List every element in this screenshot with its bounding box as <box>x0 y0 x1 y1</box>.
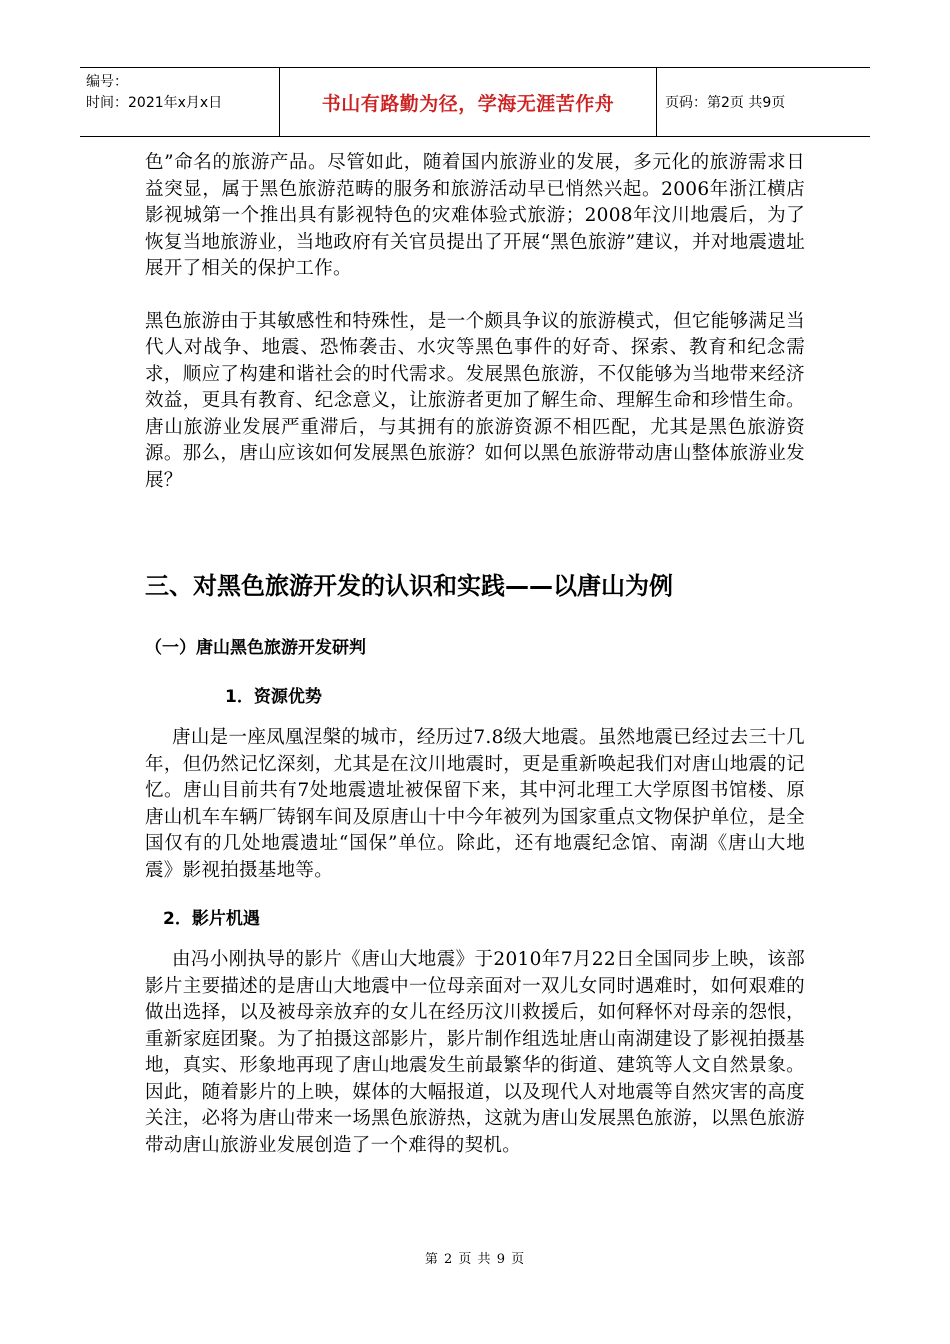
page-header <box>80 67 870 137</box>
subsection-1-heading: （一）唐山黑色旅游开发研判 <box>145 638 366 658</box>
header-meta <box>80 68 280 136</box>
header-page-info: 页码：第2页 共9页 <box>665 95 786 111</box>
paragraph-1: 色”命名的旅游产品。尽管如此，随着国内旅游业的发展，多元化的旅游需求日益突显，属于黑色旅游范畴的服务和旅游活动早已悄然兴起。2006年浙江横店影视城第一个推出具有影视特色的灾难体验式旅游；2008年汶川地震后，为了恢复当地旅游业，当地政府有关官员提出了开展“黑色旅游”建议，并对地震遗址展开了相关的保护工作。 <box>145 152 805 279</box>
header-motto: 书山有路勤为径，学海无涯苦作舟 <box>280 68 657 136</box>
item-2-heading: 2．影片机遇 <box>163 909 260 929</box>
section-3-heading: 三、对黑色旅游开发的认识和实践——以唐山为例 <box>145 572 673 600</box>
paragraph-2: 黑色旅游由于其敏感性和特殊性，是一个颇具争议的旅游模式，但它能够满足当代人对战争、地震、恐怖袭击、水灾等黑色事件的好奇、探索、教育和纪念需求，顺应了构建和谐社会的时代需求。发展黑色旅游，不仅能够为当地带来经济效益，更具有教育、纪念意义，让旅游者更加了解生命、理解生命和珍惜生命。唐山旅游业发展严重滞后，与其拥有的旅游资源不相匹配，尤其是黑色旅游资源。那么，唐山应该如何发展黑色旅游？如何以黑色旅游带动唐山整体旅游业发展？ <box>145 310 805 491</box>
document-number-label: 编号： <box>86 74 128 90</box>
paragraph-4: 由冯小刚执导的影片《唐山大地震》于2010年7月22日全国同步上映，该部影片主要描述的是唐山大地震中一位母亲面对一双儿女同时遇难时，如何艰难的做出选择，以及被母亲放弃的女儿在经历汶川救援后，如何释怀对母亲的怨恨，重新家庭团聚。为了拍摄这部影片，影片制作组选址唐山南湖建设了影视拍摄基地，真实、形象地再现了唐山地震发生前最繁华的街道、建筑等人文自然景象。因此，随着影片的上映，媒体的大幅报道，以及现代人对地震等自然灾害的高度关注，必将为唐山带来一场黑色旅游热，这就为唐山发展黑色旅游，以黑色旅游带动唐山旅游业发展创造了一个难得的契机。 <box>145 949 805 1156</box>
document-date-label: 时间：2021年x月x日 <box>86 95 223 111</box>
document-body <box>145 150 805 1159</box>
page-footer: 第 2 页 共 9 页 <box>424 1252 526 1267</box>
paragraph-3: 唐山是一座凤凰涅槃的城市，经历过7.8级大地震。虽然地震已经过去三十几年，但仍然记忆深刻，尤其是在汶川地震时，更是重新唤起我们对唐山地震的记忆。唐山目前共有7处地震遗址被保留下来，其中河北理工大学原图书馆楼、原唐山机车车辆厂铸钢车间及原唐山十中今年被列为国家重点文物保护单位，是全国仅有的几处地震遗址“国保”单位。除此，还有地震纪念馆、南湖《唐山大地震》影视拍摄基地等。 <box>145 727 805 881</box>
item-1-heading: 1．资源优势 <box>225 687 322 707</box>
